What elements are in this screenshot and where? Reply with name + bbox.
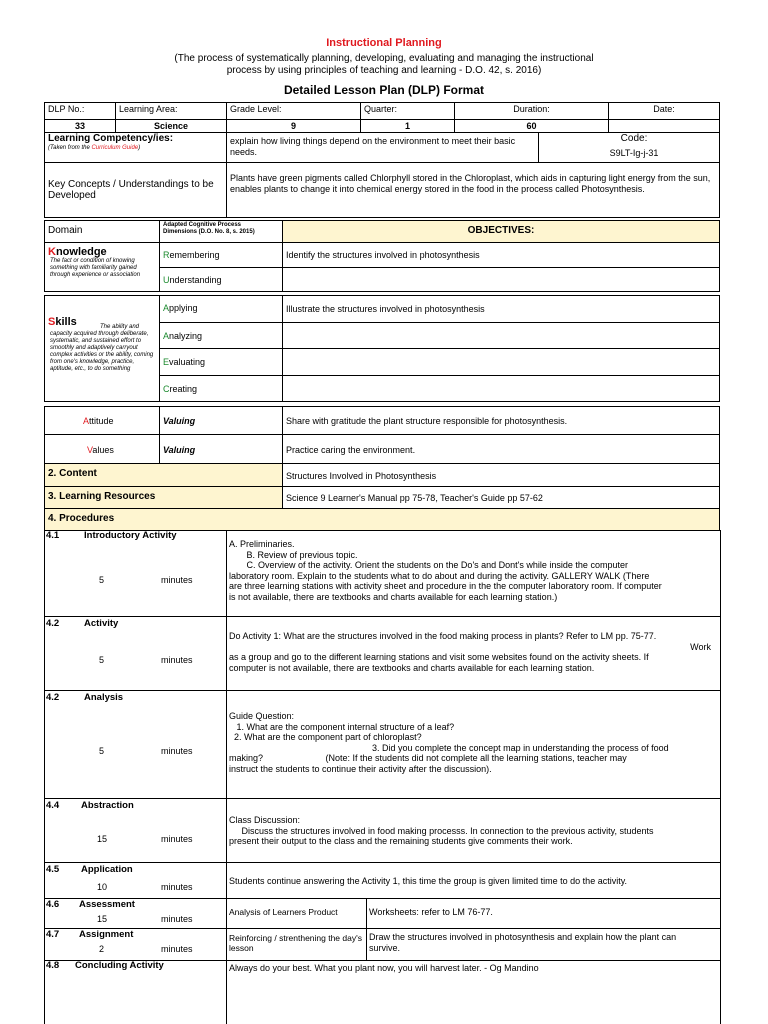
duration-label: Duration:: [454, 102, 609, 120]
objective-understanding: [282, 267, 720, 292]
procedure-name: Assessment: [79, 899, 135, 910]
procedure-minutes-unit: minutes: [161, 575, 193, 585]
level-applying: Applying: [159, 295, 283, 323]
procedure-text: Draw the structures involved in photosynthesis and explain how the plant can survive.: [369, 932, 677, 953]
date-value: [608, 119, 720, 133]
grade-level-label: Grade Level:: [226, 102, 361, 120]
knowledge-domain: Knowledge The fact or condition of knowing something with familiarity gained through experience or association: [44, 242, 160, 292]
objective-applying: Illustrate the structures involved in photosynthesis: [282, 295, 720, 323]
procedure-name: Analysis: [84, 692, 124, 703]
procedure-name: Introductory Activity: [84, 530, 177, 541]
procedure-minutes-unit: minutes: [161, 746, 193, 756]
procedure-number: 4.7: [46, 929, 60, 940]
quarter-value: 1: [360, 119, 455, 133]
procedure-text: Students continue answering the Activity 1, this time the group is given limited time to do the activity.: [229, 876, 628, 886]
procedure-number: 4.2: [46, 692, 60, 703]
code-label: Code:: [620, 133, 648, 144]
quarter-label: Quarter:: [360, 102, 455, 120]
learning-competency-label: Learning Competency/ies: (Taken from the Curriculum Guide): [44, 132, 227, 163]
objective-remembering: Identify the structures involved in photosynthesis: [282, 242, 720, 268]
learning-competency-text: explain how living things depend on the environment to meet their basic needs.: [226, 132, 539, 163]
level-evaluating: Evaluating: [159, 348, 283, 376]
procedure-name: Concluding Activity: [75, 960, 164, 971]
procedures-row-divider: [44, 928, 720, 929]
procedure-minutes: 5: [99, 746, 105, 756]
dlp-no-label: DLP No.:: [44, 102, 116, 120]
code-value: S9LT-Ig-j-31: [609, 147, 659, 158]
procedure-text: Guide Question: 1. What are the component internal structure of a leaf? 2. What are the component part of chloroplast? 3. Did you complete the concept map in understanding the process of food making? (Note: If the students did not complete all the learning stations, teacher may instruct the students to continue their activity after the discussion).: [229, 711, 669, 774]
procedure-name: Assignment: [79, 929, 134, 940]
procedure-minutes-unit: minutes: [161, 882, 193, 892]
procedure-number: 4.6: [46, 899, 60, 910]
heading-description-line-2: process by using principles of teaching and learning - D.O. 42, s. 2016): [226, 65, 542, 76]
procedures-row-divider: [44, 690, 720, 691]
attitude-domain: Attitude: [44, 406, 160, 435]
procedure-method: Analysis of Learners Product: [229, 907, 338, 917]
objective-analyzing: [282, 322, 720, 349]
procedure-minutes: 5: [99, 655, 105, 665]
procedures-row-divider: [44, 616, 720, 617]
date-label: Date:: [608, 102, 720, 120]
procedure-name: Abstraction: [81, 800, 134, 811]
procedure-text: A. Preliminaries. B. Review of previous topic. C. Overview of the activity. Orient the students on the Do's and Dont's while inside the computer laboratory room. Explain to the students what to do about and during the activity. GALLERY WALK (There are three learning stations with activity sheet and procedure in the the computer laboratory room. If computer is not available, there are textbooks and charts available for each learning station.): [229, 539, 662, 602]
procedures-left-border: [44, 530, 45, 1024]
procedures-row-divider: [44, 898, 720, 899]
duration-value: 60: [454, 119, 609, 133]
level-understanding: Understanding: [159, 267, 283, 292]
objective-creating: [282, 375, 720, 402]
values-dimension: Valuing: [159, 434, 283, 464]
procedure-minutes-unit: minutes: [161, 834, 193, 844]
learning-area-label: Learning Area:: [115, 102, 227, 120]
procedure-minutes-unit: minutes: [161, 655, 193, 665]
procedure-minutes-unit: minutes: [161, 914, 193, 924]
level-analyzing: Analyzing: [159, 322, 283, 349]
skills-description: The ability and capacity acquired through deliberate, systematic, and sustained effort to smoothly and adaptively carryout complex activities or the ability, coming from one's knowledge, practice, aptitude, etc., to do something: [50, 323, 154, 372]
key-concepts-text: Plants have green pigments called Chlorphyll stored in the Chloroplast, which aids in capturing light energy from the sun, enables plants to change it into chemical energy stored in the food in the process called Photosynthesis.: [226, 162, 720, 218]
procedure-minutes: 5: [99, 575, 105, 585]
learning-resources-label: 3. Learning Resources: [44, 486, 283, 509]
document-heading: Instructional Planning: [326, 37, 442, 49]
skills-domain: Skills The ability and capacity acquired through deliberate, systematic, and sustained effort to smoothly and adaptively carryout complex activities or the ability, coming from one's knowledge, practice, aptitude, etc., to do something: [44, 295, 160, 402]
heading-description-line-1: (The process of systematically planning, developing, evaluating and managing the instructional: [174, 53, 594, 64]
procedure-number: 4.2: [46, 618, 60, 629]
procedure-name: Application: [81, 864, 133, 875]
procedure-minutes: 10: [97, 882, 108, 892]
procedure-text: Class Discussion: Discuss the structures involved in food making processs. In connection to the previous activity, students present their output to the class and the remaining students give comments their work.: [229, 815, 654, 846]
domain-header: Domain: [44, 220, 160, 243]
code-cell: [538, 132, 720, 163]
key-concepts-label: Key Concepts / Understandings to be Developed: [44, 162, 227, 218]
procedure-text: Do Activity 1: What are the structures involved in the food making process in plants? Refer to LM pp. 75-77. Work as a group and go to the different learning stations and visit some websites found on the activity sheets. If computer is not available, there are textbooks and charts available for each learning station.: [229, 631, 711, 673]
learning-resources-text: Science 9 Learner's Manual pp 75-78, Teacher's Guide pp 57-62: [282, 486, 720, 509]
procedures-row-divider: [44, 798, 720, 799]
content-text: Structures Involved in Photosynthesis: [282, 463, 720, 487]
dlp-no-value: 33: [44, 119, 116, 133]
knowledge-description: The fact or condition of knowing something with familiarity gained through experience or association: [50, 257, 141, 278]
values-objective: Practice caring the environment.: [282, 434, 720, 464]
procedure-number: 4.5: [46, 864, 60, 875]
procedures-column-divider: [226, 530, 227, 1024]
values-domain: Values: [44, 434, 160, 464]
attitude-dimension: Valuing: [159, 406, 283, 435]
procedure-text: Always do your best. What you plant now, you will harvest later. - Og Mandino: [229, 963, 539, 973]
procedure-method: Reinforcing / strenthening the day's lesson: [229, 933, 362, 953]
objectives-header: OBJECTIVES:: [282, 220, 720, 243]
dlp-title: Detailed Lesson Plan (DLP) Format: [283, 83, 485, 97]
procedure-text: Worksheets: refer to LM 76-77.: [369, 907, 493, 917]
attitude-objective: Share with gratitude the plant structure responsible for photosynthesis.: [282, 406, 720, 435]
learning-area-value: Science: [115, 119, 227, 133]
level-creating: Creating: [159, 375, 283, 402]
procedure-number: 4.1: [46, 530, 60, 541]
objective-evaluating: [282, 348, 720, 376]
procedure-number: 4.8: [46, 960, 60, 971]
procedures-mid-divider: [366, 898, 367, 960]
procedure-minutes-unit: minutes: [161, 944, 193, 954]
procedure-name: Activity: [84, 618, 119, 629]
procedures-row-divider: [44, 862, 720, 863]
procedure-minutes: 15: [97, 914, 108, 924]
cognitive-dimensions-header: Adapted Cognitive Process Dimensions (D.O. No. 8, s. 2015): [159, 220, 283, 243]
procedure-minutes: 15: [97, 834, 108, 844]
procedures-header: 4. Procedures: [44, 508, 720, 531]
content-label: 2. Content: [44, 463, 283, 487]
level-remembering: Remembering: [159, 242, 283, 268]
procedure-minutes: 2: [99, 944, 105, 954]
grade-level-value: 9: [226, 119, 361, 133]
procedures-right-border: [720, 530, 721, 1024]
procedure-number: 4.4: [46, 800, 60, 811]
